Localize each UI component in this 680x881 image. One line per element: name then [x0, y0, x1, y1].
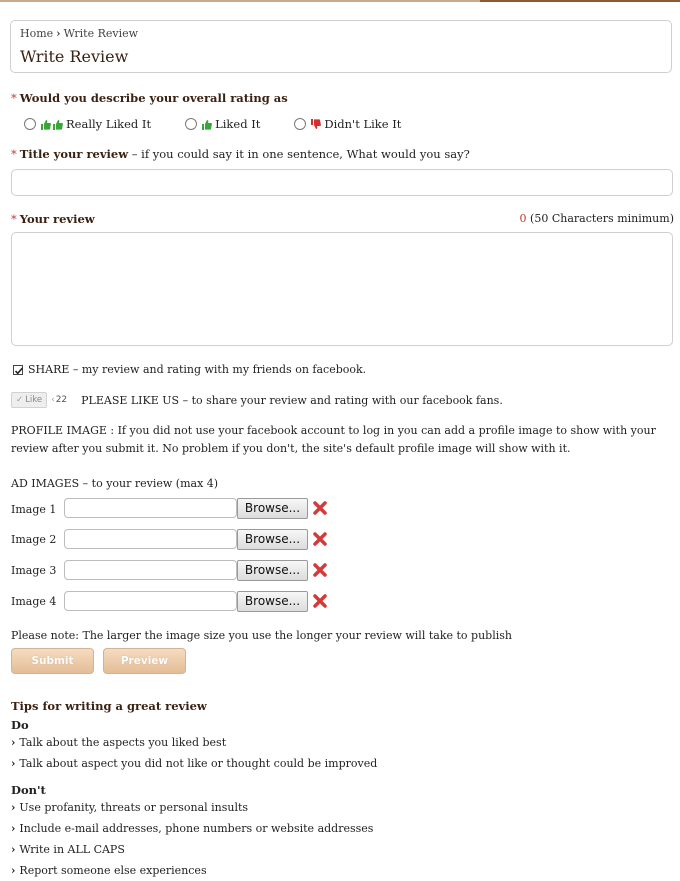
list-item	[11, 801, 248, 814]
browse-button-2[interactable]: Browse...	[237, 529, 308, 550]
rating-option-label: Liked It	[215, 117, 261, 131]
thumbs-up-icon	[53, 119, 63, 130]
image-label: Image 2	[11, 533, 57, 546]
tip-text: Include e-mail addresses, phone numbers or website addresses	[19, 822, 374, 835]
image-file-input-1[interactable]	[64, 498, 237, 518]
facebook-like-button[interactable]	[11, 392, 47, 408]
remove-x-icon[interactable]	[312, 500, 328, 516]
required-marker: *	[11, 212, 17, 226]
facebook-like-row	[11, 392, 503, 408]
chevron-right-icon: ›	[11, 801, 16, 814]
like-count: ‹ 22	[51, 395, 67, 405]
tips-title: Tips for writing a great review	[11, 699, 207, 713]
like-text: PLEASE LIKE US – to share your review and rating with our facebook fans.	[81, 393, 503, 407]
ad-images-heading: AD IMAGES – to your review (max 4)	[11, 477, 219, 490]
title-label: Title your review	[19, 147, 129, 161]
char-counter	[520, 212, 674, 225]
share-checkbox[interactable]	[13, 365, 23, 375]
page-header	[10, 20, 672, 73]
image-file-input-3[interactable]	[64, 560, 237, 580]
rating-option-didnt-like[interactable]	[294, 117, 401, 131]
rating-option-label: Really Liked It	[66, 117, 152, 131]
review-title-input[interactable]	[11, 169, 673, 196]
share-label: SHARE – my review and rating with my friends on facebook.	[28, 363, 367, 376]
breadcrumb	[20, 27, 138, 40]
breadcrumb-home-link[interactable]: Home	[20, 27, 54, 40]
review-textarea[interactable]	[11, 232, 673, 346]
char-count-value: 0	[519, 212, 527, 225]
review-label: Your review	[19, 212, 95, 226]
tip-text: Talk about the aspects you liked best	[19, 736, 227, 749]
remove-x-icon[interactable]	[312, 531, 328, 547]
image-label: Image 4	[11, 595, 57, 608]
chevron-right-icon: ›	[11, 736, 16, 749]
radio-didnt-like[interactable]	[294, 118, 306, 130]
tips-do-heading: Do	[11, 718, 29, 732]
page-title: Write Review	[20, 47, 129, 66]
tip-text: Use profanity, threats or personal insults	[19, 801, 249, 814]
required-marker: *	[11, 91, 17, 105]
list-item	[11, 864, 207, 877]
image-file-input-2[interactable]	[64, 529, 237, 549]
image-size-note: Please note: The larger the image size you use the longer your review will take to publish	[11, 629, 512, 642]
rating-option-really-liked[interactable]	[24, 117, 151, 131]
char-count-hint: (50 Characters minimum)	[530, 212, 674, 225]
tips-dont-heading: Don't	[11, 783, 46, 797]
chevron-right-icon: ›	[11, 822, 16, 835]
list-item	[11, 757, 377, 770]
remove-x-icon[interactable]	[312, 593, 328, 609]
top-accent-bar-dark	[480, 0, 680, 2]
rating-question-label: Would you describe your overall rating as	[19, 91, 288, 105]
thumbs-down-icon	[311, 119, 321, 130]
browse-button-3[interactable]: Browse...	[237, 560, 308, 581]
rating-option-label: Didn't Like It	[324, 117, 402, 131]
radio-really-liked[interactable]	[24, 118, 36, 130]
review-question	[11, 212, 95, 226]
image-file-input-4[interactable]	[64, 591, 237, 611]
rating-question	[11, 91, 288, 105]
browse-button-1[interactable]: Browse...	[237, 498, 308, 519]
tip-text: Talk about aspect you did not like or thought could be improved	[19, 757, 378, 770]
like-button-label: Like	[25, 395, 43, 405]
check-icon	[14, 366, 24, 376]
share-option[interactable]	[13, 363, 366, 376]
title-hint: – if you could say it in one sentence, What would you say?	[128, 147, 470, 161]
rating-option-liked[interactable]	[185, 117, 260, 131]
chevron-right-icon: ›	[11, 843, 16, 856]
profile-image-text: PROFILE IMAGE : If you did not use your facebook account to log in you can add a profile image to show with your review after you submit it. No problem if you don't, the site's default profile image will show with it.	[11, 424, 656, 455]
rating-options	[24, 116, 435, 132]
title-question	[11, 147, 470, 161]
submit-button[interactable]: Submit	[11, 648, 94, 674]
radio-liked[interactable]	[185, 118, 197, 130]
image-label: Image 1	[11, 503, 57, 516]
list-item	[11, 843, 125, 856]
list-item	[11, 822, 373, 835]
tip-text: Report someone else experiences	[19, 864, 207, 877]
tip-text: Write in ALL CAPS	[19, 843, 125, 856]
list-item	[11, 736, 226, 749]
remove-x-icon[interactable]	[312, 562, 328, 578]
browse-button-4[interactable]: Browse...	[237, 591, 308, 612]
check-icon: ✓	[16, 395, 24, 405]
chevron-right-icon: ›	[56, 27, 61, 40]
required-marker: *	[11, 147, 17, 161]
thumbs-up-icon	[202, 119, 212, 130]
thumbs-up-icon	[41, 119, 51, 130]
chevron-right-icon: ›	[11, 757, 16, 770]
preview-button[interactable]: Preview	[103, 648, 186, 674]
chevron-right-icon: ›	[11, 864, 16, 877]
breadcrumb-current: Write Review	[63, 27, 139, 40]
image-label: Image 3	[11, 564, 57, 577]
